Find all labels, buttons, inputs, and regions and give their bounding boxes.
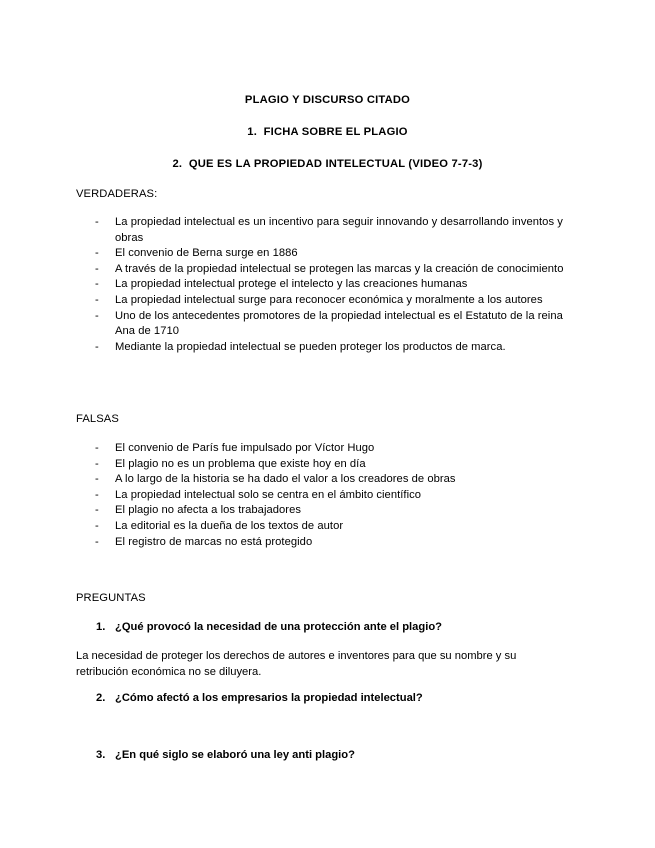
list-item: [0, 535, 585, 551]
list-item-text: El convenio de París fue impulsado por Víctor Hugo: [115, 442, 375, 454]
question-text: ¿Cómo afectó a los empresarios la propiedad intelectual?: [115, 692, 423, 704]
question-number: 1.: [96, 621, 106, 633]
dash-bullet: -: [95, 262, 99, 275]
falsas-list: [0, 441, 655, 550]
list-item: [0, 215, 585, 246]
list-item-text: Uno de los antecedentes promotores de la propiedad intelectual es el Estatuto de la reina Ana de 1710: [115, 309, 563, 338]
list-item: [0, 309, 585, 340]
section-label: QUE ES LA PROPIEDAD INTELECTUAL (VIDEO 7-7-3): [188, 158, 483, 170]
list-item-text: La propiedad intelectual protege el intelecto y las creaciones humanas: [115, 278, 468, 291]
section-heading-ficha: [0, 126, 655, 138]
list-item-text: El plagio no afecta a los trabajadores: [115, 504, 301, 517]
falsas-heading: FALSAS: [76, 413, 119, 425]
list-item-text: A través de la propiedad intelectual se protegen las marcas y la creación de conocimiento: [115, 262, 564, 275]
question-text: ¿Qué provocó la necesidad de una protección ante el plagio?: [115, 621, 442, 633]
verdaderas-heading: VERDADERAS:: [76, 188, 158, 200]
verdaderas-list: [0, 215, 655, 355]
question-text: ¿En qué siglo se elaboró una ley anti plagio?: [115, 749, 355, 761]
list-item: [0, 457, 585, 473]
list-item: [0, 488, 585, 504]
question-3: [96, 749, 355, 761]
dash-bullet: -: [95, 278, 99, 291]
dash-bullet: -: [95, 488, 99, 501]
list-item: [0, 441, 585, 457]
list-item: [0, 472, 585, 488]
dash-bullet: -: [95, 473, 99, 486]
list-item: [0, 262, 585, 278]
list-item: [0, 340, 585, 356]
preguntas-heading: PREGUNTAS: [76, 592, 146, 604]
dash-bullet: -: [95, 340, 99, 353]
dash-bullet: -: [95, 535, 99, 548]
section-heading-propiedad: [0, 158, 655, 170]
list-item-text: La propiedad intelectual surge para reconocer económica y moralmente a los autores: [115, 293, 543, 306]
list-item-text: Mediante la propiedad intelectual se pueden proteger los productos de marca.: [115, 340, 506, 353]
document-title: PLAGIO Y DISCURSO CITADO: [244, 94, 411, 106]
dash-bullet: -: [95, 293, 99, 306]
list-item-text: La propiedad intelectual solo se centra en el ámbito científico: [115, 488, 422, 501]
question-2: [96, 692, 423, 704]
list-item: [0, 503, 585, 519]
question-1: [96, 621, 442, 633]
dash-bullet: -: [95, 519, 99, 532]
list-item-text: El convenio de Berna surge en 1886: [115, 247, 298, 260]
section-label: FICHA SOBRE EL PLAGIO: [263, 126, 408, 138]
list-item: [0, 293, 585, 309]
dash-bullet: -: [95, 309, 99, 322]
dash-bullet: -: [95, 442, 99, 454]
list-item: [0, 277, 585, 293]
dash-bullet: -: [95, 457, 99, 470]
list-item-text: El plagio no es un problema que existe hoy en día: [115, 457, 366, 470]
question-number: 3.: [96, 749, 106, 761]
list-item-text: La editorial es la dueña de los textos de autor: [115, 519, 344, 532]
question-number: 2.: [96, 692, 106, 704]
section-number: 2.: [172, 158, 183, 170]
dash-bullet: -: [95, 247, 99, 260]
list-item: [0, 519, 585, 535]
list-item: [0, 246, 585, 262]
section-number: 1.: [247, 126, 258, 138]
list-item-text: La propiedad intelectual es un incentivo para seguir innovando y desarrollando inventos y obras: [115, 216, 563, 244]
list-item-text: A lo largo de la historia se ha dado el valor a los creadores de obras: [115, 473, 456, 486]
list-item-text: El registro de marcas no está protegido: [115, 535, 313, 548]
dash-bullet: -: [95, 504, 99, 517]
dash-bullet: -: [95, 216, 99, 228]
answer-1: La necesidad de proteger los derechos de autores e inventores para que su nombre y su retribución económica no se diluyera.: [76, 650, 517, 678]
